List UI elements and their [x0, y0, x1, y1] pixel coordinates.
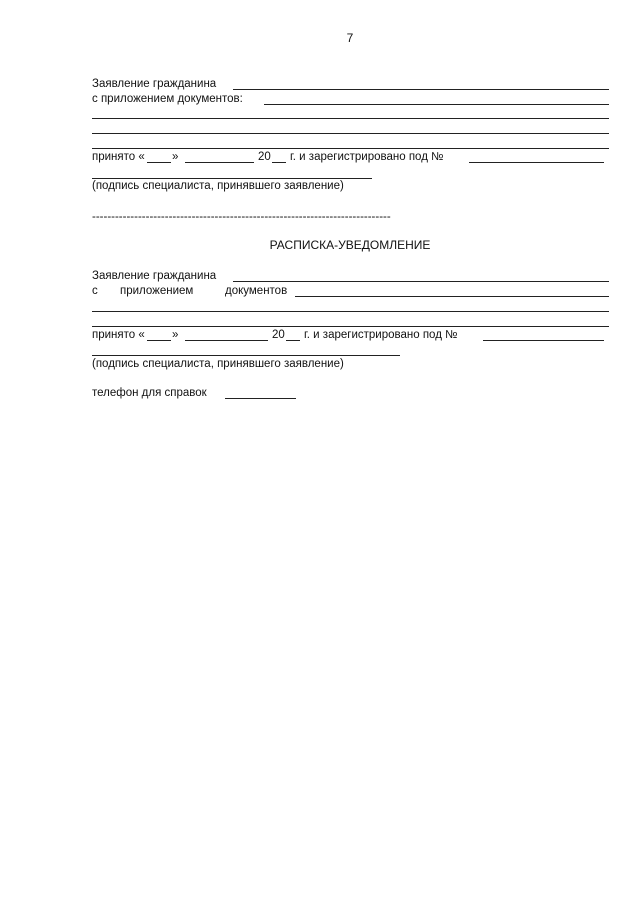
receipt-received-prefix: принято «	[92, 329, 145, 341]
cut-line-separator: ------------------------------------------------------------------------------	[92, 211, 391, 223]
receipt-received-year-field[interactable]	[286, 340, 300, 341]
receipt-specialist-signature-field[interactable]	[92, 355, 400, 356]
receipt-registration-number-field[interactable]	[483, 340, 604, 341]
phone-number-field[interactable]	[225, 398, 296, 399]
attachments-field[interactable]	[264, 104, 609, 105]
receipt-attachments-line-3[interactable]	[92, 326, 609, 327]
attachments-line-4[interactable]	[92, 148, 609, 149]
receipt-received-month-field[interactable]	[185, 340, 268, 341]
received-year-field[interactable]	[272, 162, 286, 163]
received-day-field[interactable]	[147, 162, 171, 163]
signature-caption: (подпись специалиста, принявшего заявление)	[92, 180, 344, 192]
receipt-attachments-field[interactable]	[295, 296, 609, 297]
receipt-attach-word-2: приложением	[120, 285, 194, 297]
attachments-line-3[interactable]	[92, 133, 609, 134]
receipt-attach-word-3: документов	[225, 285, 288, 297]
received-month-field[interactable]	[185, 162, 254, 163]
receipt-registration-label: г. и зарегистрировано под №	[304, 329, 458, 341]
registration-label: г. и зарегистрировано под №	[290, 151, 444, 163]
receipt-applicant-label: Заявление гражданина	[92, 270, 217, 282]
attachments-label: с приложением документов:	[92, 93, 243, 105]
receipt-title: РАСПИСКА-УВЕДОМЛЕНИЕ	[269, 238, 431, 252]
specialist-signature-field[interactable]	[92, 178, 372, 179]
receipt-received-quote-close: »	[172, 329, 179, 341]
receipt-attachments-line-2[interactable]	[92, 311, 609, 312]
receipt-received-day-field[interactable]	[147, 340, 171, 341]
phone-label: телефон для справок	[92, 387, 207, 399]
registration-number-field[interactable]	[469, 162, 604, 163]
receipt-year-prefix: 20	[272, 329, 285, 341]
receipt-signature-caption: (подпись специалиста, принявшего заявление)	[92, 358, 344, 370]
year-prefix: 20	[258, 151, 271, 163]
receipt-attach-word-1: с	[92, 285, 98, 297]
received-quote-close: »	[172, 151, 179, 163]
applicant-label: Заявление гражданина	[92, 78, 217, 90]
received-prefix: принято «	[92, 151, 145, 163]
applicant-name-field[interactable]	[233, 89, 609, 90]
receipt-applicant-name-field[interactable]	[233, 281, 609, 282]
attachments-line-2[interactable]	[92, 118, 609, 119]
page-number: 7	[346, 31, 354, 45]
